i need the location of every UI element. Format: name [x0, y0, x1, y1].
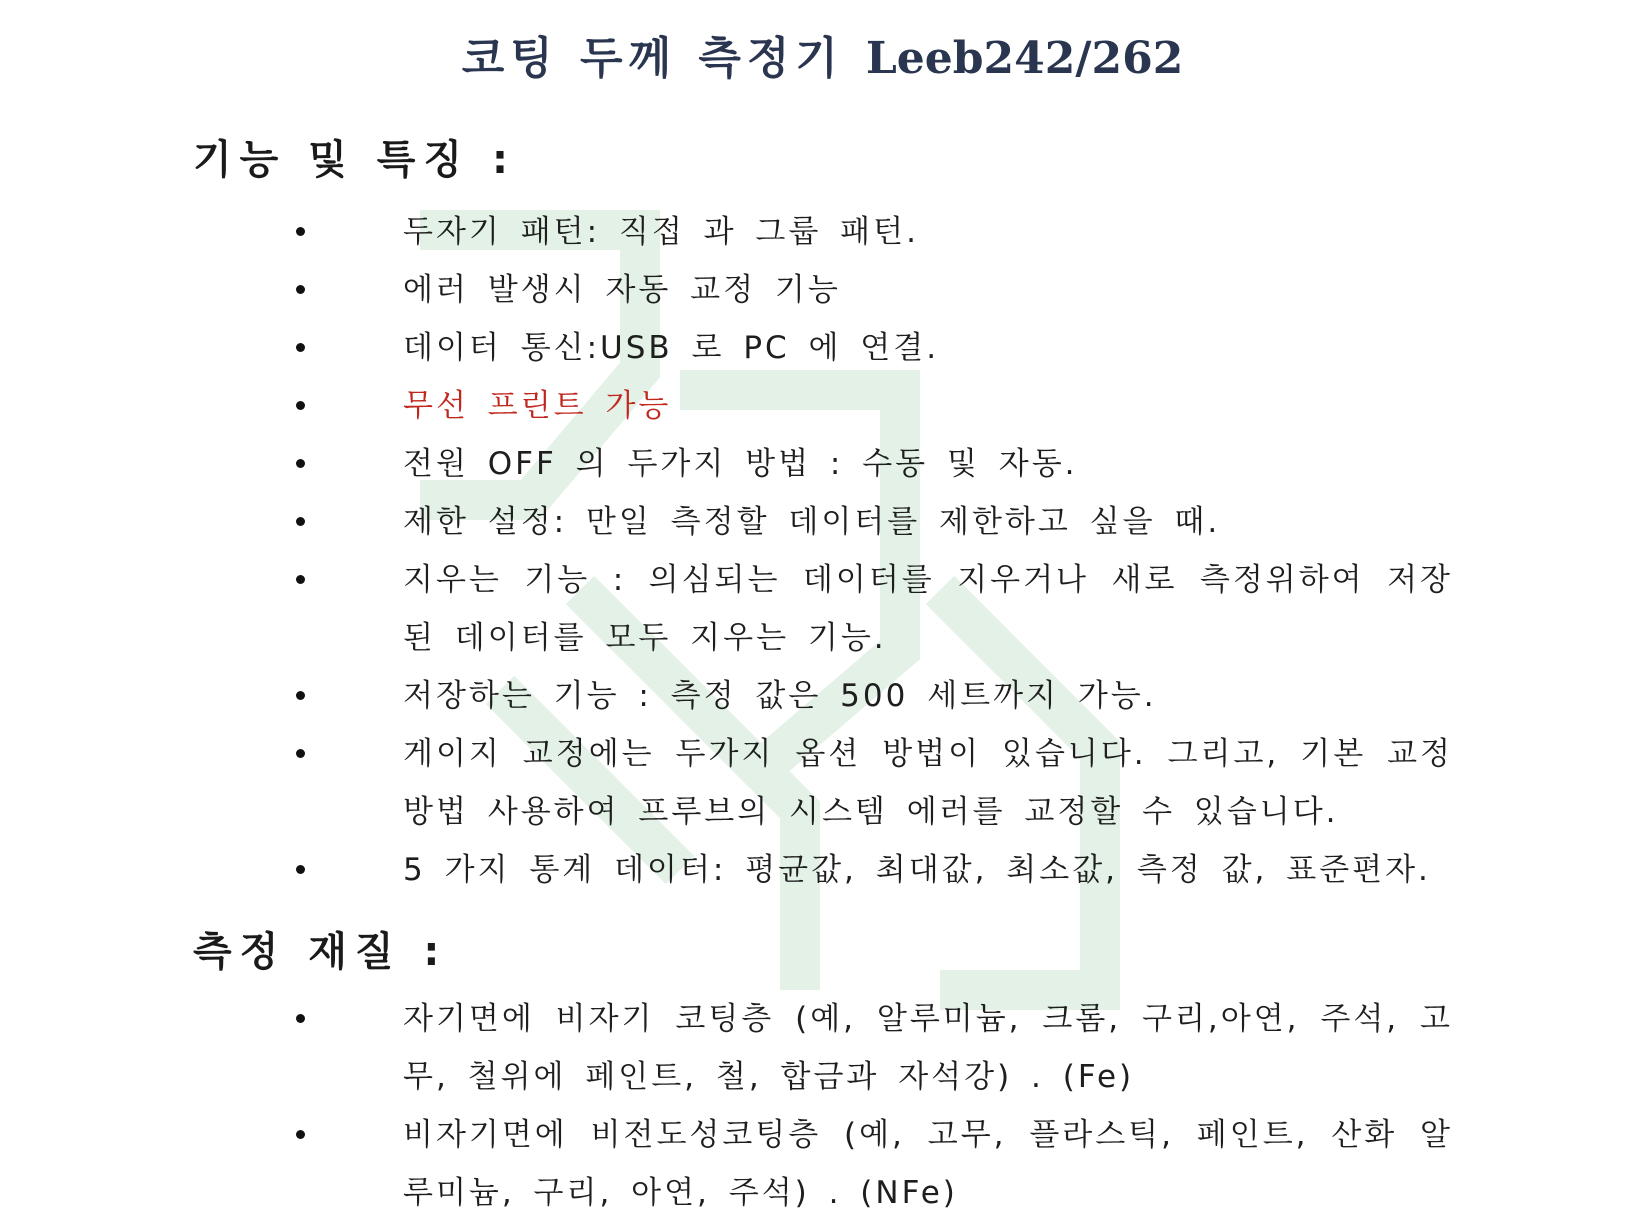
- list-item: [0, 261, 1453, 319]
- bullet-icon: [296, 285, 305, 294]
- feature-text-highlighted: 무선 프린트 가능: [403, 388, 672, 424]
- document-title: [0, 22, 1645, 86]
- bullet-icon: [296, 343, 305, 352]
- list-item: [0, 841, 1453, 899]
- bullet-icon: [296, 227, 305, 236]
- list-item: [0, 990, 1453, 1106]
- bullet-icon: [296, 1130, 305, 1139]
- list-item: [0, 319, 1453, 377]
- features-list: [0, 203, 1453, 899]
- list-item: [0, 551, 1453, 667]
- feature-text: 데이터 통신:USB 로 PC 에 연결.: [403, 330, 940, 366]
- bullet-icon: [296, 401, 305, 410]
- bullet-icon: [296, 691, 305, 700]
- list-item: [0, 667, 1453, 725]
- feature-text: 제한 설정: 만일 측정할 데이터를 제한하고 싶을 때.: [403, 504, 1221, 540]
- list-item: [0, 493, 1453, 551]
- feature-text: 저장하는 기능 : 측정 값은 500 세트까지 가능.: [403, 678, 1157, 714]
- feature-text: 지우는 기능 : 의심되는 데이터를 지우거나 새로 측정위하여 저장된 데이터를 모두 지우는 기능.: [403, 562, 1453, 656]
- list-item: [0, 1106, 1453, 1222]
- bullet-icon: [296, 1014, 305, 1023]
- feature-text: 두자기 패턴: 직접 과 그룹 패턴.: [403, 214, 919, 250]
- bullet-icon: [296, 749, 305, 758]
- list-item: [0, 203, 1453, 261]
- features-heading: 기능 및 특징 :: [193, 137, 516, 183]
- material-text: 비자기면에 비전도성코팅층 (예, 고무, 플라스틱, 페인트, 산화 알루미늄, 구리, 아연, 주석) . (NFe): [403, 1117, 1453, 1211]
- feature-text: 에러 발생시 자동 교정 기능: [403, 272, 841, 308]
- feature-text: 5 가지 통계 데이터: 평균값, 최대값, 최소값, 측정 값, 표준편자.: [403, 852, 1431, 888]
- bullet-icon: [296, 459, 305, 468]
- bullet-icon: [296, 517, 305, 526]
- materials-list: [0, 990, 1453, 1222]
- feature-text: 게이지 교정에는 두가지 옵션 방법이 있습니다. 그리고, 기본 교정 방법 사용하여 프루브의 시스템 에러를 교정할 수 있습니다.: [403, 736, 1453, 830]
- model-number: Leeb242/262: [865, 33, 1184, 84]
- bullet-icon: [296, 575, 305, 584]
- bullet-icon: [296, 865, 305, 874]
- list-item: [0, 435, 1453, 493]
- list-item: [0, 377, 1453, 435]
- list-item: [0, 725, 1453, 841]
- material-text: 자기면에 비자기 코팅층 (예, 알루미늄, 크롬, 구리,아연, 주석, 고무, 철위에 페인트, 철, 합금과 자석강) . (Fe): [403, 1001, 1453, 1095]
- feature-text: 전원 OFF 의 두가지 방법 : 수동 및 자동.: [403, 446, 1078, 482]
- title-korean: 코팅 두께 측정기: [461, 33, 844, 84]
- materials-heading: 측정 재질 :: [193, 929, 448, 975]
